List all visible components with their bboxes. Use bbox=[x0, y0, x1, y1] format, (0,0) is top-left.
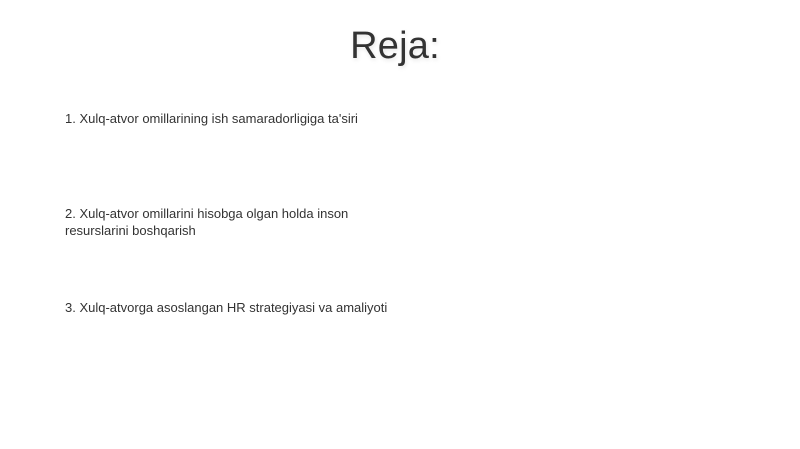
slide-title: Reja: bbox=[350, 25, 440, 67]
plan-item-2: 2. Xulq-atvor omillarini hisobga olgan holda inson resurslarini boshqarish bbox=[65, 206, 349, 238]
plan-item-3: 3. Xulq-atvorga asoslangan HR strategiyasi va amaliyoti bbox=[65, 300, 388, 315]
plan-item-1: 1. Xulq-atvor omillarining ish samaradorligiga ta'siri bbox=[65, 111, 358, 126]
